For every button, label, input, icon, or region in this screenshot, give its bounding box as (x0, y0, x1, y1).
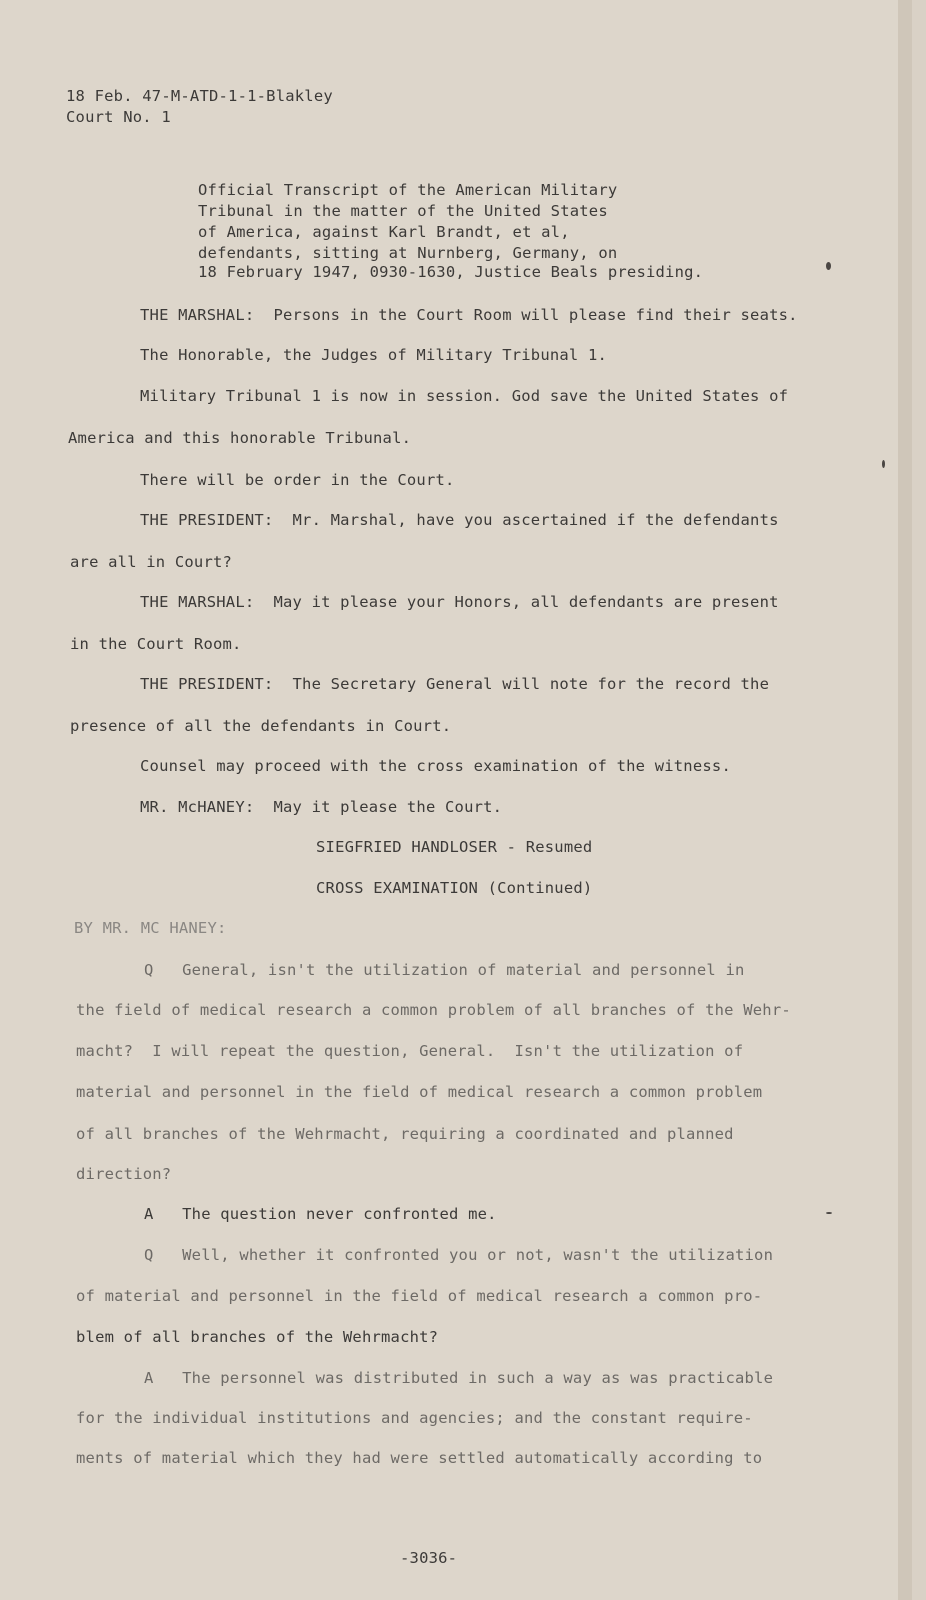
body-line: of all branches of the Wehrmacht, requiring a coordinated and planned (76, 1125, 734, 1143)
body-line: A The question never confronted me. (144, 1205, 497, 1223)
examiner-line: BY MR. MC HANEY: (74, 919, 227, 937)
body-line: Military Tribunal 1 is now in session. God save the United States of (140, 387, 789, 405)
ink-speck (826, 1212, 832, 1214)
body-line: presence of all the defendants in Court. (70, 717, 452, 735)
body-line: the field of medical research a common problem of all branches of the Wehr- (76, 1001, 791, 1019)
body-line: THE PRESIDENT: Mr. Marshal, have you ascertained if the defendants (140, 511, 779, 529)
body-line: Q Well, whether it confronted you or not, wasn't the utilization (144, 1246, 774, 1264)
body-line: Counsel may proceed with the cross examination of the witness. (140, 757, 731, 775)
body-line: Q General, isn't the utilization of material and personnel in (144, 961, 745, 979)
header-court: Court No. 1 (66, 108, 171, 126)
body-line: of material and personnel in the field of medical research a common pro- (76, 1287, 763, 1305)
title-line: of America, against Karl Brandt, et al, (198, 223, 570, 241)
body-line: blem of all branches of the Wehrmacht? (76, 1328, 439, 1346)
body-line: THE MARSHAL: May it please your Honors, all defendants are present (140, 593, 779, 611)
title-line: Tribunal in the matter of the United States (198, 202, 608, 220)
section-heading: CROSS EXAMINATION (Continued) (316, 879, 593, 897)
body-line: ments of material which they had were settled automatically according to (76, 1449, 763, 1467)
body-line: The Honorable, the Judges of Military Tribunal 1. (140, 346, 608, 364)
page-edge (898, 0, 912, 1600)
body-line: There will be order in the Court. (140, 471, 455, 489)
body-line: America and this honorable Tribunal. (68, 429, 412, 447)
body-line: THE PRESIDENT: The Secretary General will note for the record the (140, 675, 770, 693)
title-line: 18 February 1947, 0930-1630, Justice Beals presiding. (198, 263, 704, 281)
header-ref: 18 Feb. 47-M-ATD-1-1-Blakley (66, 87, 333, 105)
body-line: macht? I will repeat the question, General. Isn't the utilization of (76, 1042, 744, 1060)
witness-heading: SIEGFRIED HANDLOSER - Resumed (316, 838, 593, 856)
body-line: A The personnel was distributed in such a way as was practicable (144, 1369, 774, 1387)
body-line: for the individual institutions and agencies; and the constant require- (76, 1409, 753, 1427)
page-number: -3036- (400, 1549, 458, 1567)
body-line: are all in Court? (70, 553, 233, 571)
ink-speck (826, 262, 831, 270)
body-line: THE MARSHAL: Persons in the Court Room will please find their seats. (140, 306, 798, 324)
body-line: in the Court Room. (70, 635, 242, 653)
body-line: MR. McHANEY: May it please the Court. (140, 798, 503, 816)
body-line: direction? (76, 1165, 172, 1183)
ink-speck (882, 460, 885, 468)
body-line: material and personnel in the field of medical research a common problem (76, 1083, 763, 1101)
title-line: defendants, sitting at Nurnberg, Germany, on (198, 244, 618, 262)
title-line: Official Transcript of the American Military (198, 181, 618, 199)
